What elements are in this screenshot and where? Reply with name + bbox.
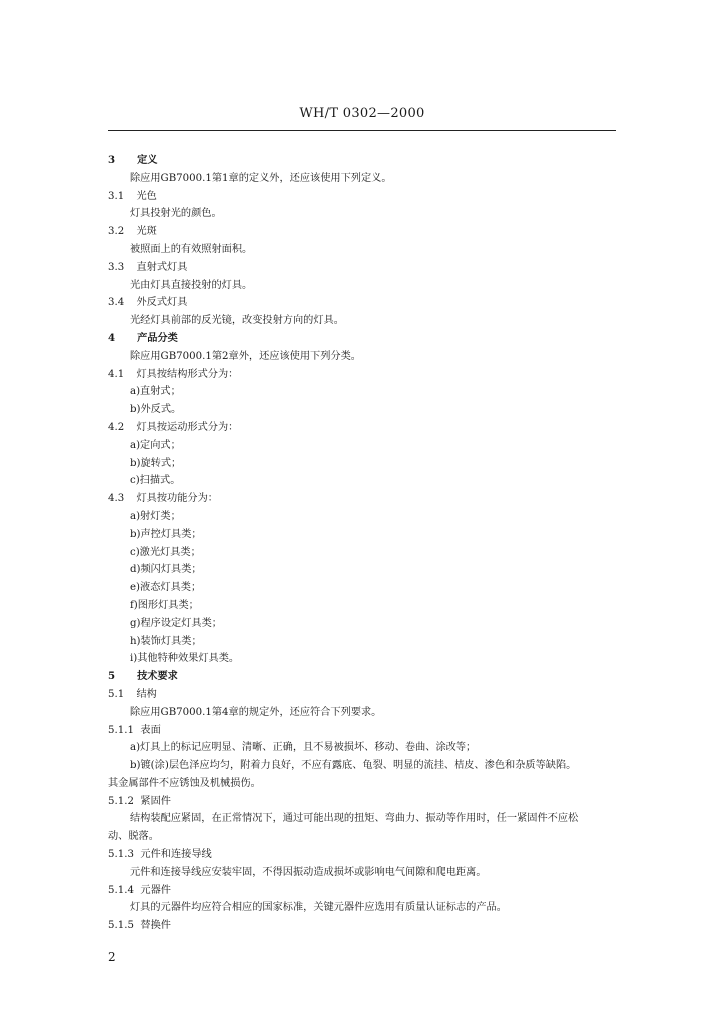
line-text: b)旋转式； <box>130 457 182 469</box>
section-number: 4.2 <box>108 421 125 433</box>
section-number: 5 <box>108 670 116 683</box>
header-rule <box>108 130 616 131</box>
line-text: 灯具按功能分为： <box>136 493 218 505</box>
paragraph-s3-4-p <box>108 312 620 330</box>
line-text: 其金属部件不应锈蚀及机械损伤。 <box>108 777 261 789</box>
paragraph-s4-2-a <box>108 437 620 455</box>
line-text: 元件和连接导线 <box>140 849 212 861</box>
section-number: 5.1.3 <box>108 849 134 861</box>
line-text: b)镀(涂)层色泽应均匀，附着力良好，不应有露底、龟裂、明显的流挂、桔皮、渗色和杂质等缺陷。 <box>130 760 577 772</box>
line-text: 光由灯具直接投射的灯具。 <box>130 279 253 291</box>
line-text: g)程序设定灯具类； <box>130 617 222 629</box>
section-number: 5.1.5 <box>108 920 134 932</box>
line-text: b)声控灯具类； <box>130 528 202 540</box>
paragraph-s4-3-f <box>108 597 620 615</box>
line-text: c)激光灯具类； <box>130 546 201 558</box>
paragraph-s4-1-b <box>108 401 620 419</box>
section-number: 5.1 <box>108 688 125 700</box>
paragraph-s4-3-e <box>108 579 620 597</box>
paragraph-s4-1-a <box>108 383 620 401</box>
section-number: 3.4 <box>108 297 125 309</box>
paragraph-s3-2-p <box>108 241 620 259</box>
paragraph-continuation-s5-1-1-b2 <box>108 775 620 793</box>
paragraph-s4-2-b <box>108 455 620 473</box>
section-heading-s5 <box>108 668 620 686</box>
line-text: 除应用GB7000.1第2章外，还应该使用下列分类。 <box>130 350 361 362</box>
section-number: 3 <box>108 154 116 166</box>
line-text: 光经灯具前部的反光镜，改变投射方向的灯具。 <box>130 315 344 327</box>
line-text: 替换件 <box>140 920 171 932</box>
paragraph-s4-2-c <box>108 472 620 490</box>
line-text: f)图形灯具类； <box>130 599 199 611</box>
line-text: e)液态灯具类； <box>130 582 202 594</box>
line-text: 紧固件 <box>140 795 171 807</box>
line-text: 灯具按结构形式分为： <box>136 368 239 380</box>
line-text: 产品分类 <box>137 331 178 344</box>
standard-header: WH/T 0302—2000 <box>299 106 425 121</box>
line-text: 元件和连接导线应安装牢固，不得因振动造成损坏或影响电气间隙和爬电距离。 <box>130 866 487 878</box>
paragraph-continuation-s5-1-2-p2 <box>108 828 620 846</box>
section-number: 3.2 <box>108 226 125 238</box>
line-text: 灯具的元器件均应符合相应的国家标准，关键元器件应选用有质量认证标志的产品。 <box>130 902 507 914</box>
paragraph-s5-1-1-a <box>108 739 620 757</box>
line-text: 被照面上的有效照射面积。 <box>130 243 253 255</box>
line-text: 表面 <box>140 724 161 736</box>
section-number: 3.1 <box>108 190 125 202</box>
paragraph-s3-3-p <box>108 277 620 295</box>
line-text: 结构 <box>136 688 157 700</box>
subsection-heading-s4-1 <box>108 366 620 384</box>
line-text: 灯具按运动形式分为： <box>136 421 239 433</box>
section-number: 5.1.1 <box>108 724 134 736</box>
page-number: 2 <box>108 950 116 964</box>
section-heading-s4 <box>108 330 620 348</box>
section-number: 5.1.2 <box>108 795 134 807</box>
paragraph-s5-1-3-p <box>108 864 620 882</box>
paragraph-s4-3-g <box>108 615 620 633</box>
section-number: 3.3 <box>108 261 125 273</box>
section-number: 4.1 <box>108 368 125 380</box>
line-text: d)频闪灯具类； <box>130 564 202 576</box>
subsection-heading-s5-1-2 <box>108 793 620 811</box>
paragraph-s5-1-p <box>108 704 620 722</box>
section-number: 4.3 <box>108 493 125 505</box>
line-text: 动、脱落。 <box>108 831 159 843</box>
document-body <box>108 152 620 935</box>
paragraph-s4-3-i <box>108 650 620 668</box>
subsection-heading-s5-1-4 <box>108 882 620 900</box>
subsection-heading-s5-1-3 <box>108 846 620 864</box>
section-number: 5.1.4 <box>108 884 134 896</box>
line-text: 除应用GB7000.1第4章的规定外，还应符合下列要求。 <box>130 706 382 718</box>
subsection-heading-s3-1 <box>108 188 620 206</box>
section-number: 4 <box>108 331 116 344</box>
paragraph-s3-p1 <box>108 170 620 188</box>
line-text: 光斑 <box>136 226 157 238</box>
line-text: a)直射式； <box>130 386 181 398</box>
line-text: a)射灯类； <box>130 510 181 522</box>
line-text: i)其他特种效果灯具类。 <box>130 653 240 665</box>
subsection-heading-s3-2 <box>108 223 620 241</box>
paragraph-s4-p1 <box>108 348 620 366</box>
paragraph-s5-1-1-b <box>108 757 620 775</box>
line-text: a)定向式； <box>130 439 181 451</box>
line-text: c)扫描式。 <box>130 475 181 487</box>
subsection-heading-s3-3 <box>108 259 620 277</box>
subsection-heading-s5-1 <box>108 686 620 704</box>
subsection-heading-s5-1-5 <box>108 917 620 935</box>
section-heading-s3 <box>108 152 620 170</box>
subsection-heading-s3-4 <box>108 294 620 312</box>
line-text: b)外反式。 <box>130 404 182 416</box>
line-text: 元器件 <box>140 884 171 896</box>
subsection-heading-s4-3 <box>108 490 620 508</box>
line-text: 结构装配应紧固，在正常情况下，通过可能出现的扭矩、弯曲力、振动等作用时，任一紧固件不应松 <box>130 813 579 825</box>
paragraph-s4-3-b <box>108 526 620 544</box>
paragraph-s5-1-4-p <box>108 899 620 917</box>
paragraph-s3-1-p <box>108 205 620 223</box>
line-text: h)装饰灯具类； <box>130 635 202 647</box>
paragraph-s5-1-2-p <box>108 810 620 828</box>
line-text: 直射式灯具 <box>136 261 188 273</box>
subsection-heading-s4-2 <box>108 419 620 437</box>
line-text: 定义 <box>137 154 158 166</box>
line-text: 灯具投射光的颜色。 <box>130 208 222 220</box>
subsection-heading-s5-1-1 <box>108 722 620 740</box>
paragraph-s4-3-h <box>108 633 620 651</box>
line-text: 技术要求 <box>137 670 178 683</box>
line-text: 光色 <box>136 190 157 202</box>
line-text: 外反式灯具 <box>136 297 188 309</box>
paragraph-s4-3-d <box>108 561 620 579</box>
paragraph-s4-3-a <box>108 508 620 526</box>
line-text: 除应用GB7000.1第1章的定义外，还应该使用下列定义。 <box>130 172 392 184</box>
line-text: a)灯具上的标记应明显、清晰、正确，且不易被损坏、移动、卷曲、涂改等； <box>130 742 477 754</box>
paragraph-s4-3-c <box>108 544 620 562</box>
